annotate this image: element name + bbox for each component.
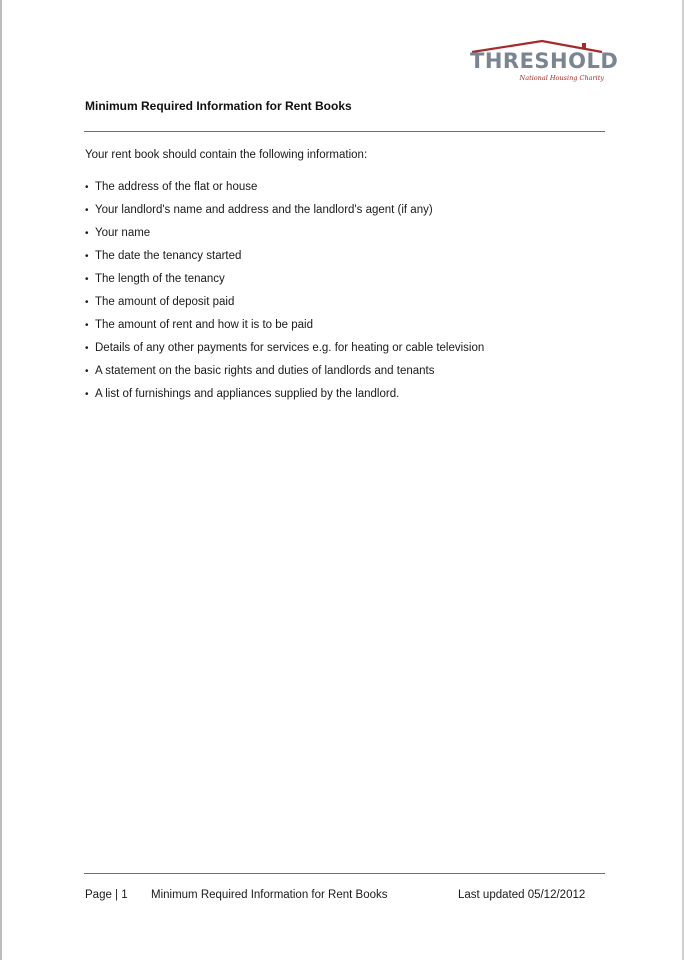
list-item-text: A statement on the basic rights and duties of landlords and tenants <box>95 365 435 377</box>
list-item <box>85 386 484 409</box>
threshold-logo <box>464 38 619 88</box>
list-item <box>85 294 484 317</box>
footer-page-number: Page | 1 <box>85 889 128 901</box>
bullet-icon: • <box>85 228 89 239</box>
list-item-text: The date the tenancy started <box>95 250 242 262</box>
list-item-text: The address of the flat or house <box>95 181 258 193</box>
document-title: Minimum Required Information for Rent Books <box>85 99 352 113</box>
footer-last-updated: Last updated 05/12/2012 <box>458 889 586 901</box>
information-list <box>85 179 484 409</box>
bullet-icon: • <box>85 205 89 216</box>
list-item <box>85 202 484 225</box>
list-item-text: Details of any other payments for services e.g. for heating or cable television <box>95 342 485 354</box>
footer-title: Minimum Required Information for Rent Books <box>151 889 388 901</box>
bullet-icon: • <box>85 274 89 285</box>
list-item <box>85 179 484 202</box>
list-item <box>85 248 484 271</box>
list-item-text: The amount of deposit paid <box>95 296 235 308</box>
bullet-icon: • <box>85 389 89 400</box>
footer-divider <box>84 873 605 874</box>
logo-tagline: National Housing Charity <box>519 74 604 82</box>
bullet-icon: • <box>85 251 89 262</box>
bullet-icon: • <box>85 343 89 354</box>
bullet-icon: • <box>85 320 89 331</box>
list-item-text: Your landlord's name and address and the landlord's agent (if any) <box>95 204 433 216</box>
list-item-text: A list of furnishings and appliances supplied by the landlord. <box>95 388 400 400</box>
list-item-text: The length of the tenancy <box>95 273 225 285</box>
list-item <box>85 271 484 294</box>
bullet-icon: • <box>85 366 89 377</box>
header-divider <box>84 131 605 132</box>
list-item-text: Your name <box>95 227 151 239</box>
list-item-text: The amount of rent and how it is to be paid <box>95 319 313 331</box>
bullet-icon: • <box>85 297 89 308</box>
bullet-icon: • <box>85 182 89 193</box>
intro-text: Your rent book should contain the following information: <box>85 149 368 161</box>
list-item <box>85 225 484 248</box>
list-item <box>85 363 484 386</box>
list-item <box>85 317 484 340</box>
logo-name: THRESHOLD <box>470 49 619 73</box>
list-item <box>85 340 484 363</box>
